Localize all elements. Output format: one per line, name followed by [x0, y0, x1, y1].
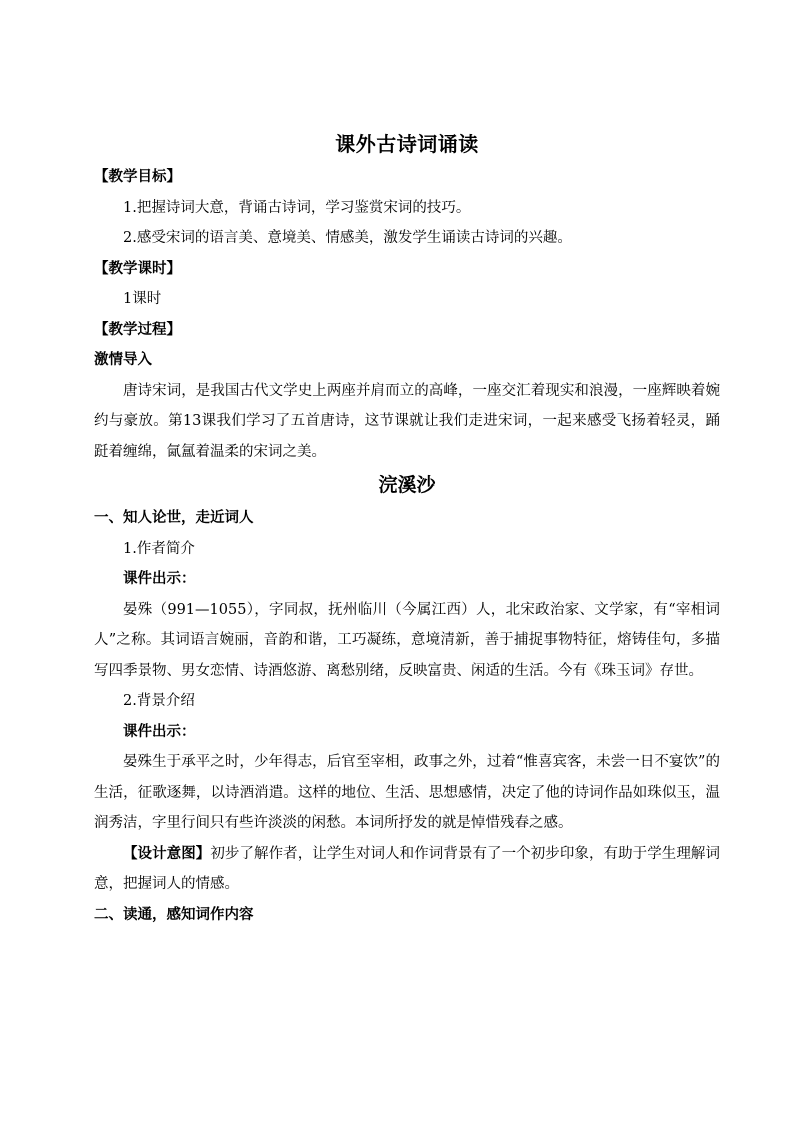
process-heading: 【教学过程】	[94, 320, 181, 338]
background-label: 2.背景介绍	[123, 693, 195, 709]
document-title: 课外古诗词诵读	[335, 132, 479, 156]
hours-value: 1课时	[123, 291, 162, 307]
design-intent-paragraph	[94, 839, 720, 900]
goal-item-2: 2.感受宋词的语言美、意境美、情感美，激发学生诵读古诗词的兴趣。	[123, 230, 572, 246]
author-paragraph: 晏殊（991—1055），字同叔，抚州临川（今属江西）人，北宋政治家、文学家，有“宰相词人”之称。其词语言婉丽，音韵和谐，工巧凝练，意境清新，善于捕捉事物特征，熔铸佳句，多描写四季景物、男女恋情、诗酒悠游、离愁别绪，反映富贵、闲适的生活。今有《珠玉词》存世。	[94, 601, 720, 679]
design-intent-label: 【设计意图】	[123, 844, 211, 862]
goal-heading: 【教学目标】	[94, 168, 181, 185]
poem-title: 浣溪沙	[378, 474, 436, 496]
design-intent-text: 初步了解作者，让学生对词人和作词背景有了一个初步印象，有助于学生理解词意，把握词人的情感。	[94, 845, 720, 892]
courseware-label-1: 课件出示：	[123, 570, 196, 587]
goal-item-1: 1.把握诗词大意，背诵古诗词，学习鉴赏宋词的技巧。	[123, 199, 471, 216]
part2-heading: 二、读通，感知词作内容	[94, 905, 254, 923]
document-content	[94, 126, 720, 930]
intro-paragraph: 唐诗宋词，是我国古代文学史上两座并肩而立的高峰，一座交汇着现实和浪漫，一座辉映着婉约与豪放。第13课我们学习了五首唐诗，这节课就让我们走进宋词，一起来感受飞扬着轻灵，踊跹着缠绵，氤氲着温柔的宋词之美。	[94, 382, 720, 460]
intro-heading: 激情导入	[94, 351, 152, 368]
background-paragraph: 晏殊生于承平之时，少年得志，后官至宰相，政事之外，过着“惟喜宾客，未尝一日不宴饮”的生活，征歌逐舞，以诗酒消遣。这样的地位、生活、思想感情，决定了他的诗词作品如珠似玉，温润秀洁，字里行间只有些许淡淡的闲愁。本词所抒发的就是悼惜残春之感。	[94, 754, 720, 831]
hours-heading: 【教学课时】	[94, 259, 181, 277]
author-intro-label: 1.作者简介	[123, 540, 195, 557]
part1-heading: 一、知人论世，走近词人	[94, 509, 254, 526]
courseware-label-2: 课件出示：	[123, 722, 196, 740]
